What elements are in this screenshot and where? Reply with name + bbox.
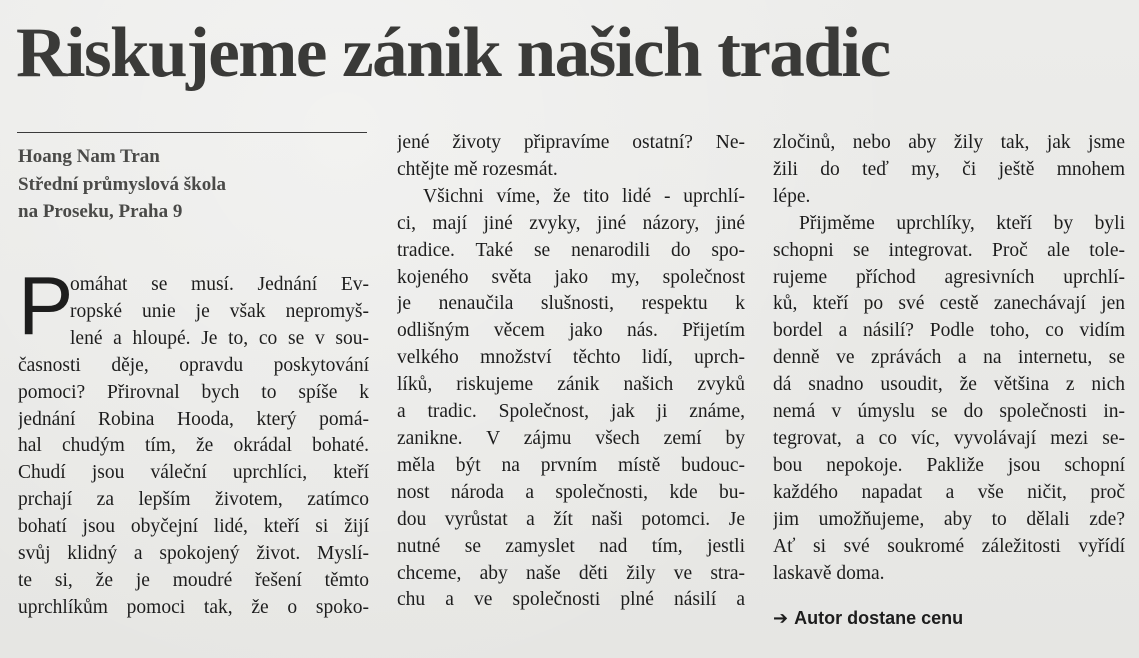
- article-column-3: [773, 130, 1125, 587]
- drop-cap-letter: P: [18, 259, 74, 352]
- column-3-line: rujeme příchod agresivních uprchlí-: [773, 266, 1125, 288]
- column-2-line: chtějte mě rozesmát.: [397, 158, 558, 180]
- column-2-line: chceme, aby naše děti žily ve stra-: [397, 562, 745, 584]
- column-1-line: te si, že je moudré řešení těmto: [18, 569, 369, 591]
- column-2-line: kojeného světa jako my, společnost: [397, 266, 745, 288]
- arrow-right-icon: ➔: [773, 608, 789, 628]
- column-2-line: měla být na prvním místě budouc-: [397, 454, 745, 476]
- column-1-line: lené a hloupé. Je to, co se v sou-: [70, 327, 369, 349]
- column-2-line: ci, mají jiné zvyky, jiné názory, jiné: [397, 212, 745, 234]
- byline-rule: [17, 132, 367, 133]
- column-2-line: dou vyrůstat a žít naši potomci. Je: [397, 508, 745, 530]
- column-3-line: bordel a násilí? Podle toho, co vidím: [773, 320, 1125, 342]
- column-1-line: prchají za lepším životem, zatímco: [18, 489, 369, 511]
- column-3-line: bou nepokoje. Pakliže jsou schopní: [773, 454, 1125, 476]
- column-3-line: žili do teď my, či ještě mnohem: [773, 158, 1125, 180]
- column-3-line: Ať si své soukromé záležitosti vyřídí: [773, 535, 1125, 557]
- author-school: Střední průmyslová škola: [18, 173, 226, 195]
- column-2-line: jené životy připravíme ostatní? Ne-: [397, 132, 745, 153]
- column-2-line: chu a ve společnosti plné násilí a: [397, 589, 745, 611]
- column-3-line: každého napadat a vše ničit, proč: [773, 481, 1125, 503]
- column-3-line: schopni se integrovat. Proč ale tole-: [773, 239, 1125, 261]
- column-2-line: tradice. Také se nenarodili do spo-: [397, 239, 745, 261]
- column-3-line: denně ve zprávách a na internetu, se: [773, 347, 1125, 369]
- column-1-line: hal chudým tím, že okrádal bohaté.: [18, 435, 369, 457]
- column-3-line: zločinů, nebo aby žily tak, jak jsme: [773, 132, 1125, 153]
- column-3-line: dá snadno usoudit, že většina z nich: [773, 374, 1125, 396]
- column-2-line: odlišným věcem jako nás. Přijetím: [397, 320, 745, 342]
- column-2-line: líků, riskujeme zánik našich zvyků: [397, 374, 745, 396]
- author-prize-note: [773, 605, 963, 631]
- article-headline: Riskujeme zánik našich tradic: [16, 14, 890, 92]
- column-1-line: ropské unie je však nepromyš-: [70, 300, 369, 322]
- column-2-line: nost národa a společnosti, kde bu-: [397, 481, 745, 503]
- column-1-line: Chudí jsou váleční uprchlíci, kteří: [18, 462, 369, 484]
- column-3-line: Přijměme uprchlíky, kteří by byli: [799, 212, 1125, 234]
- article-column-1: [18, 259, 369, 622]
- column-3-line: lépe.: [773, 185, 811, 207]
- column-2-line: nutné se zamyslet nad tím, jestli: [397, 535, 745, 557]
- column-3-line: jim umožňujeme, aby to dělali zde?: [773, 508, 1125, 530]
- column-1-line: pomoci? Přirovnal bych to spíše k: [18, 381, 369, 403]
- column-3-line: tegrovat, a co víc, vyvolávají mezi se-: [773, 427, 1125, 449]
- column-1-line: svůj klidný a spokojený život. Myslí-: [18, 543, 369, 565]
- column-2-line: zanikne. V zájmu všech zemí by: [397, 427, 745, 449]
- column-1-line: omáhat se musí. Jednání Ev-: [70, 274, 369, 295]
- column-3-line: nemá v úmyslu se do společnosti in-: [773, 401, 1125, 423]
- column-1-line: časnosti děje, opravdu poskytování: [18, 354, 369, 376]
- column-1-line: jednání Robina Hooda, který pomá-: [18, 408, 369, 430]
- article-column-2: [397, 130, 745, 614]
- column-1-line: bohatí jsou obyčejní lidé, kteří si žijí: [18, 516, 369, 538]
- author-prize-note-text: Autor dostane cenu: [794, 608, 964, 628]
- column-2-line: velkého množství těchto lidí, uprch-: [397, 347, 745, 369]
- column-1-line: uprchlíkům pomoci tak, že o spoko-: [18, 596, 369, 618]
- column-3-line: ků, kteří po své cestě zanechávají jen: [773, 293, 1125, 315]
- column-3-line: laskavě doma.: [773, 562, 885, 584]
- author-byline: [18, 143, 368, 226]
- column-2-line: Všichni víme, že tito lidé - uprchlí-: [423, 185, 745, 207]
- author-school-location: na Proseku, Praha 9: [18, 201, 183, 222]
- column-2-line: je nenaučila slušnosti, respektu k: [397, 293, 745, 315]
- column-2-line: a tradic. Společnost, jak ji známe,: [397, 401, 745, 423]
- author-name: Hoang Nam Tran: [18, 146, 160, 167]
